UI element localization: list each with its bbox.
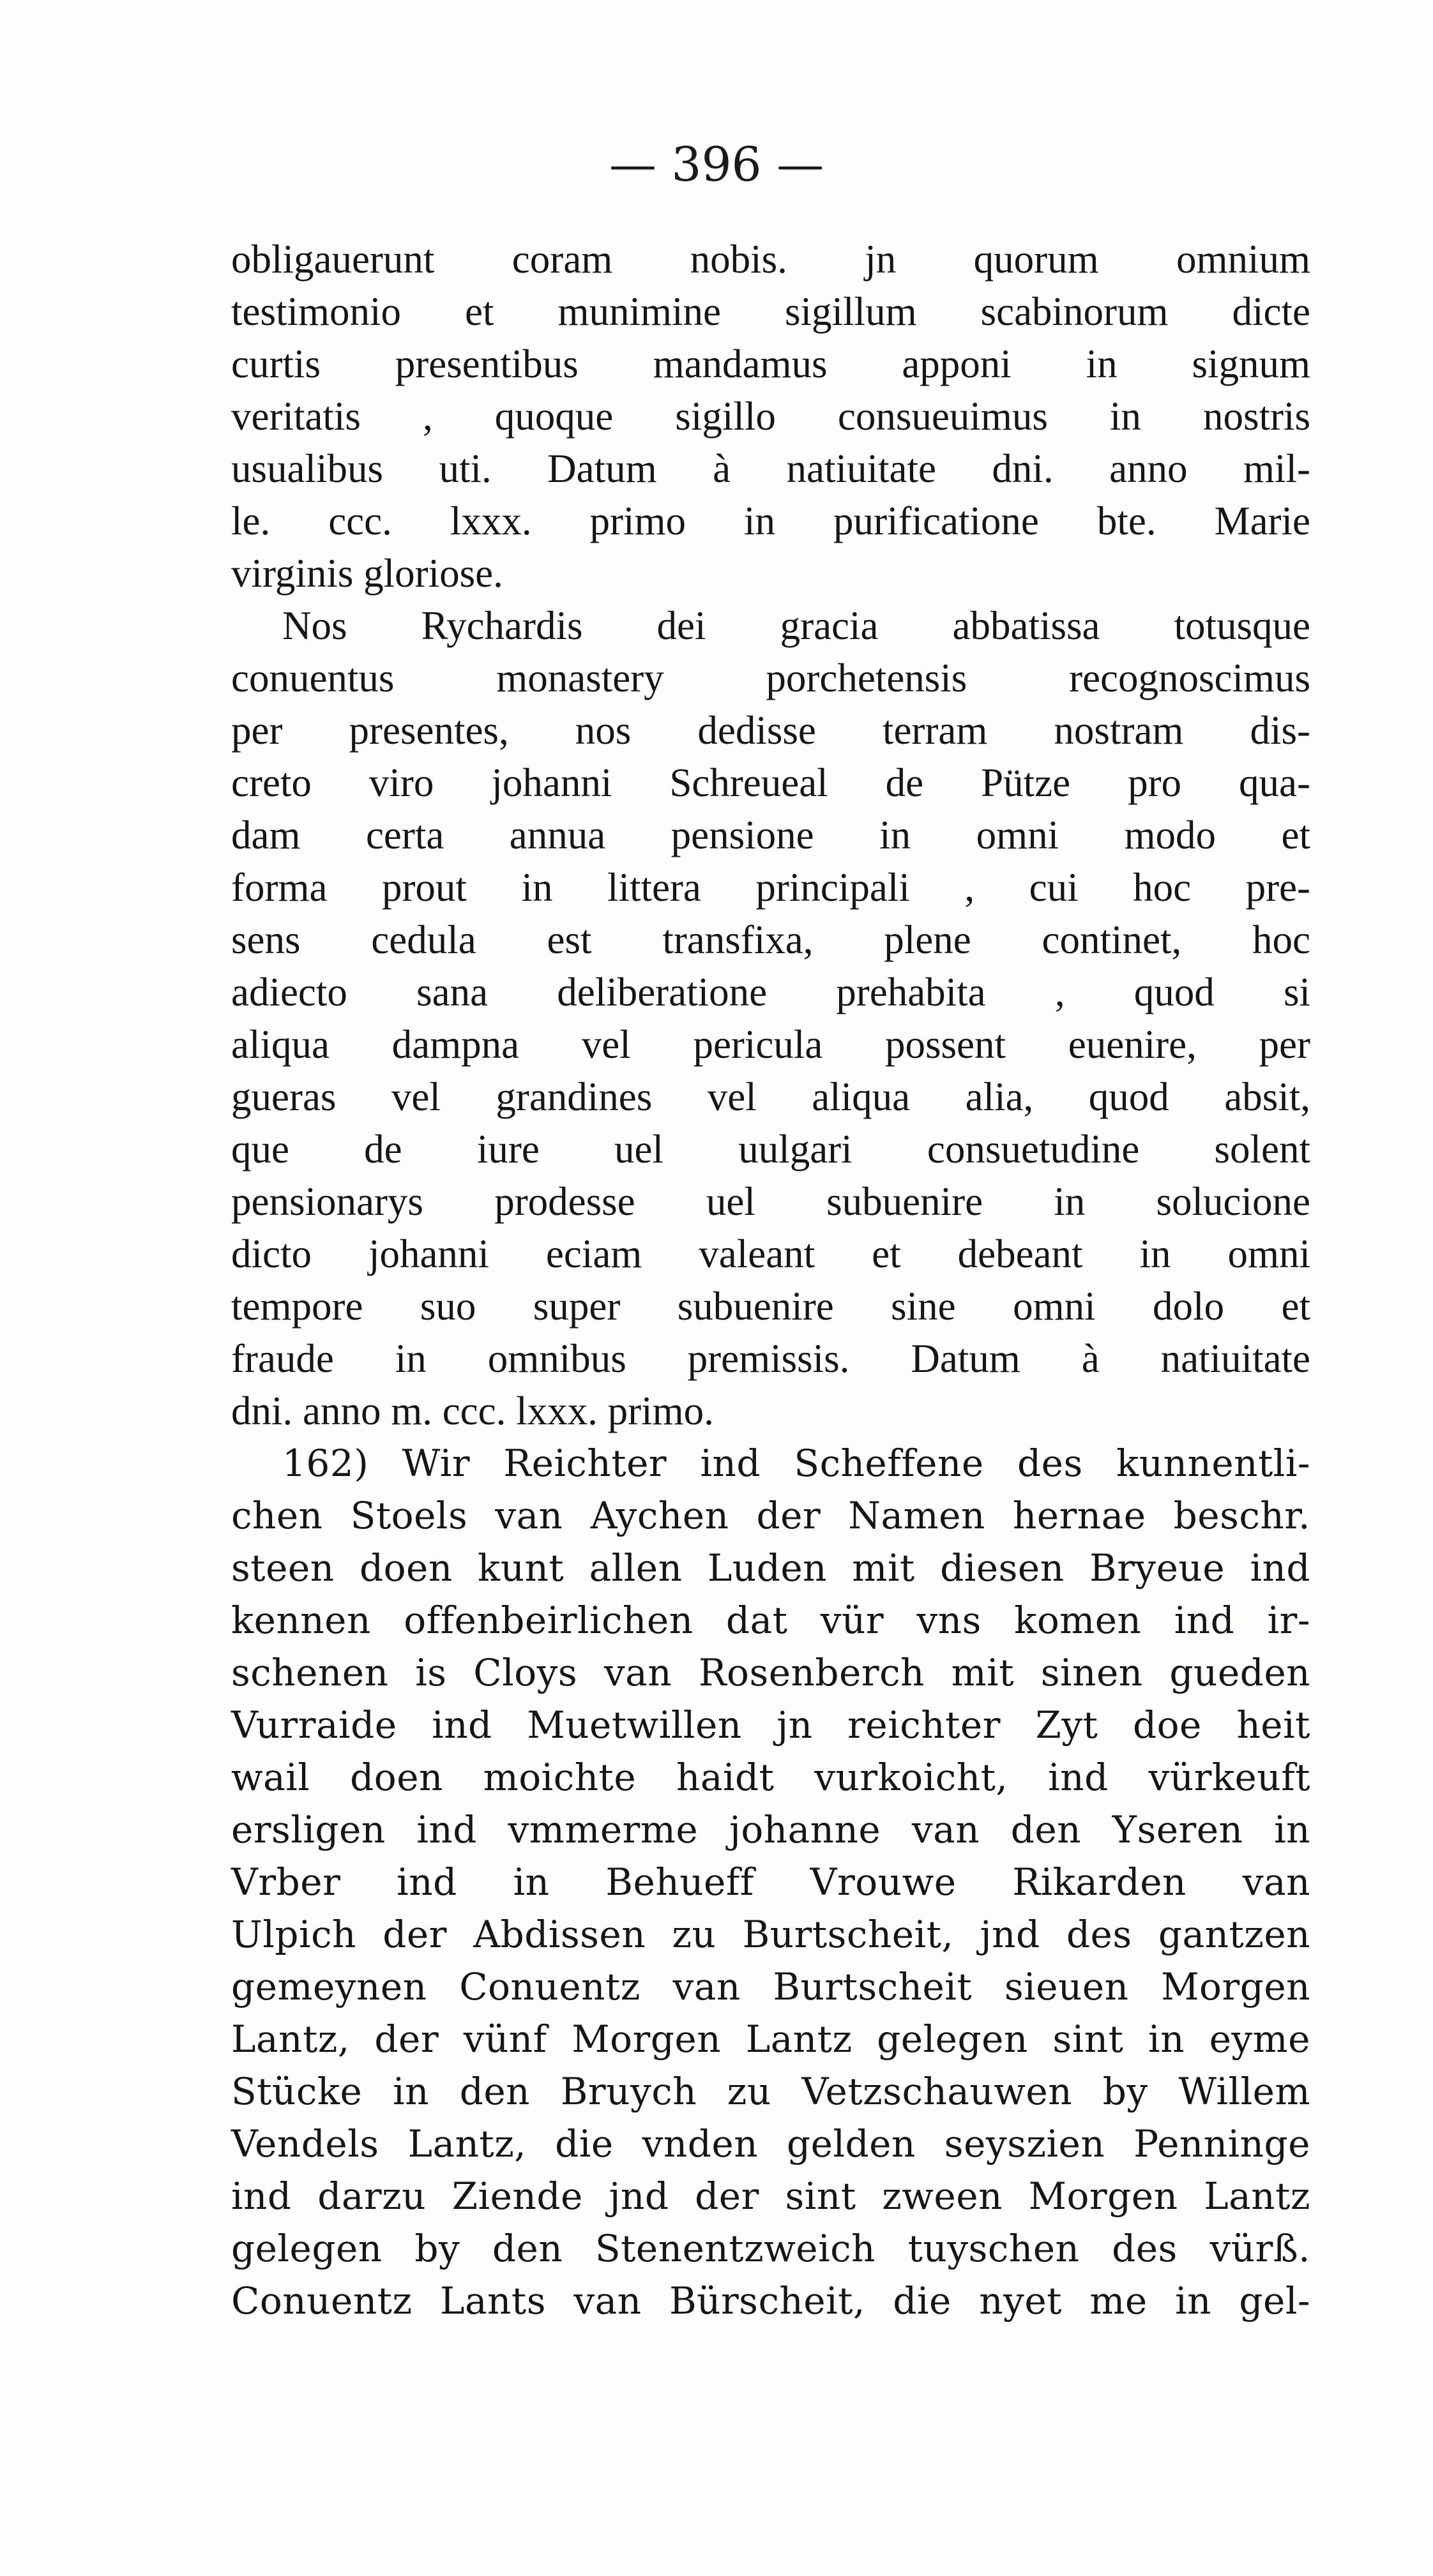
body-text [231,233,1310,2327]
text-line: pensionarys prodesse uel subuenire in solucione [231,1179,1310,1224]
text-line: dicto johanni eciam valeant et debeant in omni [231,1232,1310,1276]
page-number: — 396 — [609,137,824,192]
text-line: curtis presentibus mandamus apponi in signum [231,342,1310,386]
text-line: obligauerunt coram nobis. jn quorum omnium [231,237,1310,282]
text-line: per presentes, nos dedisse terram nostram dis- [231,708,1310,753]
text-line: dni. anno m. ccc. lxxx. primo. [231,1389,714,1433]
text-line: wail doen moichte haidt vurkoicht, ind vürkeuft [231,1756,1310,1799]
text-line: aliqua dampna vel pericula possent euenire, per [231,1022,1310,1067]
text-line: tempore suo super subuenire sine omni dolo et [231,1284,1310,1329]
text-line: Ulpich der Abdissen zu Burtscheit, jnd des gantzen [231,1913,1310,1956]
text-line: ersligen ind vmmerme johanne van den Yseren in [231,1808,1310,1851]
text-line: dam certa annua pensione in omni modo et [231,813,1310,857]
text-line: testimonio et munimine sigillum scabinorum dicte [231,289,1310,334]
text-line: schenen is Cloys van Rosenberch mit sinen gueden [231,1651,1310,1694]
text-line: creto viro johanni Schreueal de Pütze pro qua- [231,760,1310,805]
text-line: fraude in omnibus premissis. Datum à natiuitate [231,1336,1310,1381]
text-line: le. ccc. lxxx. primo in purificatione bte. Marie [231,499,1310,543]
text-line: kennen offenbeirlichen dat vür vns komen ind ir- [231,1599,1310,1642]
text-line: veritatis , quoque sigillo consueuimus in nostris [231,394,1310,439]
text-line: ind darzu Ziende jnd der sint zween Morgen Lantz [231,2174,1310,2218]
text-line: adiecto sana deliberatione prehabita , quod si [231,970,1310,1014]
text-line: gueras vel grandines vel aliqua alia, quod absit, [231,1074,1310,1119]
text-line: que de iure uel uulgari consuetudine solent [231,1127,1310,1171]
text-line: gemeynen Conuentz van Burtscheit sieuen Morgen [231,1965,1310,2008]
paragraph-start: Nos Rychardis dei gracia abbatissa totusque [282,603,1310,648]
text-line: Conuentz Lants van Bürscheit, die nyet me in gel- [231,2279,1310,2323]
text-line: usualibus uti. Datum à natiuitate dni. anno mil- [231,446,1310,491]
text-line: Stücke in den Bruych zu Vetzschauwen by Willem [231,2070,1310,2113]
text-line: Vendels Lantz, die vnden gelden seyszien Penninge [231,2122,1310,2165]
text-line: Vurraide ind Muetwillen jn reichter Zyt doe heit [231,1703,1310,1747]
text-line: conuentus monastery porchetensis recognoscimus [231,656,1310,700]
text-line: steen doen kunt allen Luden mit diesen Bryeue ind [231,1546,1310,1590]
paragraph-start: 162) Wir Reichter ind Scheffene des kunnentli- [282,1442,1310,1485]
text-line: forma prout in littera principali , cui hoc pre- [231,865,1310,910]
text-line: chen Stoels van Aychen der Namen hernae beschr. [231,1494,1310,1537]
text-line: virginis gloriose. [231,551,503,596]
text-line: Vrber ind in Behueff Vrouwe Rikarden van [231,1860,1310,1904]
text-line: Lantz, der vünf Morgen Lantz gelegen sint in eyme [231,2017,1310,2061]
text-line: sens cedula est transfixa, plene continet, hoc [231,917,1310,962]
text-line: gelegen by den Stenentzweich tuyschen des vürß. [231,2227,1310,2270]
